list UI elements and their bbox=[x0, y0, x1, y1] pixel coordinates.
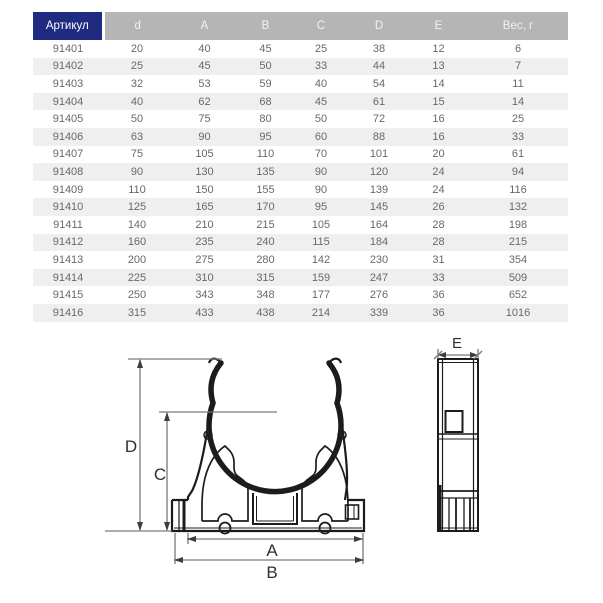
value-cell: 240 bbox=[256, 236, 275, 249]
value-cell: 184 bbox=[369, 236, 389, 249]
table-row bbox=[33, 163, 568, 181]
value-cell: 200 bbox=[127, 253, 147, 266]
value-cell: 125 bbox=[127, 201, 147, 214]
value-cell: 40 bbox=[130, 95, 144, 108]
table-row bbox=[33, 216, 568, 234]
clip-side-outline bbox=[438, 359, 478, 531]
spec-table-body bbox=[33, 40, 568, 322]
value-cell: 135 bbox=[256, 165, 275, 178]
value-cell: 45 bbox=[259, 42, 272, 55]
value-cell: 1016 bbox=[505, 306, 531, 319]
table-row bbox=[33, 40, 568, 58]
value-cell: 25 bbox=[130, 60, 144, 73]
value-cell: 354 bbox=[508, 253, 528, 266]
spec-table bbox=[33, 12, 568, 322]
header-b: B bbox=[238, 12, 293, 40]
value-cell: 235 bbox=[195, 236, 214, 249]
value-cell: 24 bbox=[432, 165, 445, 178]
value-cell: 315 bbox=[127, 306, 147, 319]
table-row bbox=[33, 198, 568, 216]
article-cell: 91402 bbox=[52, 60, 84, 73]
value-cell: 24 bbox=[432, 183, 445, 196]
table-row bbox=[33, 93, 568, 111]
value-cell: 26 bbox=[432, 201, 445, 214]
value-cell: 31 bbox=[432, 253, 445, 266]
value-cell: 40 bbox=[314, 77, 328, 90]
value-cell: 60 bbox=[314, 130, 328, 143]
dimension-label-e: E bbox=[451, 335, 463, 352]
value-cell: 15 bbox=[432, 95, 445, 108]
value-cell: 165 bbox=[195, 201, 214, 214]
value-cell: 32 bbox=[130, 77, 144, 90]
dimension-label-b: B bbox=[266, 563, 278, 582]
value-cell: 16 bbox=[432, 130, 445, 143]
value-cell: 6 bbox=[514, 42, 522, 55]
value-cell: 63 bbox=[130, 130, 144, 143]
value-cell: 652 bbox=[508, 289, 528, 302]
value-cell: 20 bbox=[130, 42, 144, 55]
value-cell: 38 bbox=[372, 42, 386, 55]
value-cell: 14 bbox=[511, 95, 525, 108]
value-cell: 105 bbox=[311, 218, 331, 231]
value-cell: 94 bbox=[511, 165, 525, 178]
article-cell: 91403 bbox=[52, 77, 84, 90]
table-row bbox=[33, 269, 568, 287]
article-cell: 91405 bbox=[52, 113, 84, 126]
value-cell: 95 bbox=[259, 130, 272, 143]
value-cell: 50 bbox=[130, 113, 144, 126]
value-cell: 105 bbox=[195, 148, 214, 161]
value-cell: 75 bbox=[130, 148, 144, 161]
article-cell: 91401 bbox=[52, 42, 84, 55]
value-cell: 45 bbox=[198, 60, 211, 73]
table-row bbox=[33, 234, 568, 252]
value-cell: 315 bbox=[256, 271, 275, 284]
value-cell: 150 bbox=[195, 183, 214, 196]
value-cell: 61 bbox=[511, 148, 525, 161]
value-cell: 250 bbox=[127, 289, 147, 302]
article-cell: 91404 bbox=[52, 95, 84, 108]
value-cell: 159 bbox=[311, 271, 331, 284]
dimension-label-d: D bbox=[124, 437, 138, 456]
header-weight: Вес, г bbox=[468, 12, 568, 40]
value-cell: 276 bbox=[369, 289, 389, 302]
value-cell: 145 bbox=[369, 201, 389, 214]
value-cell: 280 bbox=[256, 253, 275, 266]
value-cell: 28 bbox=[432, 236, 445, 249]
value-cell: 12 bbox=[432, 42, 445, 55]
table-row bbox=[33, 181, 568, 199]
value-cell: 120 bbox=[369, 165, 389, 178]
article-cell: 91411 bbox=[53, 218, 83, 231]
value-cell: 90 bbox=[314, 183, 328, 196]
value-cell: 348 bbox=[256, 289, 275, 302]
value-cell: 247 bbox=[369, 271, 389, 284]
value-cell: 33 bbox=[511, 130, 525, 143]
front-view-drawing bbox=[105, 345, 395, 590]
value-cell: 225 bbox=[127, 271, 147, 284]
value-cell: 130 bbox=[195, 165, 214, 178]
value-cell: 75 bbox=[198, 113, 211, 126]
value-cell: 438 bbox=[256, 306, 275, 319]
value-cell: 7 bbox=[514, 60, 522, 73]
table-row bbox=[33, 58, 568, 76]
value-cell: 36 bbox=[432, 306, 445, 319]
header-a: A bbox=[171, 12, 238, 40]
value-cell: 142 bbox=[311, 253, 331, 266]
value-cell: 433 bbox=[195, 306, 214, 319]
value-cell: 11 bbox=[512, 77, 524, 90]
article-cell: 91415 bbox=[52, 289, 84, 302]
header-e: E bbox=[409, 12, 468, 40]
value-cell: 36 bbox=[432, 289, 445, 302]
value-cell: 215 bbox=[508, 236, 528, 249]
table-row bbox=[33, 146, 568, 164]
value-cell: 70 bbox=[314, 148, 328, 161]
side-view-drawing bbox=[423, 333, 518, 543]
value-cell: 61 bbox=[372, 95, 386, 108]
value-cell: 53 bbox=[198, 77, 211, 90]
value-cell: 44 bbox=[372, 60, 386, 73]
value-cell: 310 bbox=[195, 271, 214, 284]
table-row bbox=[33, 75, 568, 93]
value-cell: 90 bbox=[314, 165, 328, 178]
value-cell: 90 bbox=[198, 130, 211, 143]
value-cell: 210 bbox=[195, 218, 214, 231]
value-cell: 230 bbox=[369, 253, 389, 266]
value-cell: 509 bbox=[508, 271, 528, 284]
value-cell: 132 bbox=[508, 201, 528, 214]
value-cell: 164 bbox=[369, 218, 389, 231]
header-row bbox=[33, 12, 568, 40]
spec-table-header bbox=[33, 12, 568, 40]
value-cell: 88 bbox=[372, 130, 386, 143]
value-cell: 14 bbox=[432, 77, 445, 90]
value-cell: 68 bbox=[259, 95, 272, 108]
value-cell: 33 bbox=[314, 60, 328, 73]
value-cell: 16 bbox=[432, 113, 445, 126]
value-cell: 90 bbox=[130, 165, 144, 178]
value-cell: 170 bbox=[256, 201, 275, 214]
value-cell: 13 bbox=[432, 60, 445, 73]
value-cell: 28 bbox=[432, 218, 445, 231]
value-cell: 177 bbox=[311, 289, 331, 302]
value-cell: 62 bbox=[198, 95, 211, 108]
article-cell: 91416 bbox=[52, 306, 84, 319]
value-cell: 33 bbox=[432, 271, 445, 284]
article-cell: 91406 bbox=[52, 130, 84, 143]
value-cell: 214 bbox=[311, 306, 331, 319]
table-row bbox=[33, 110, 568, 128]
value-cell: 339 bbox=[369, 306, 389, 319]
clip-front-outline bbox=[172, 359, 364, 534]
value-cell: 20 bbox=[432, 148, 445, 161]
article-cell: 91413 bbox=[52, 253, 84, 266]
article-cell: 91414 bbox=[52, 271, 84, 284]
header-d: d bbox=[103, 12, 171, 40]
value-cell: 110 bbox=[256, 148, 275, 161]
dimension-label-a: A bbox=[266, 541, 278, 560]
value-cell: 110 bbox=[128, 183, 146, 196]
value-cell: 160 bbox=[127, 236, 147, 249]
value-cell: 215 bbox=[256, 218, 275, 231]
value-cell: 275 bbox=[195, 253, 214, 266]
header-article: Артикул bbox=[33, 12, 103, 40]
dimension-label-c: C bbox=[153, 465, 167, 484]
value-cell: 80 bbox=[259, 113, 272, 126]
table-row bbox=[33, 304, 568, 322]
value-cell: 40 bbox=[198, 42, 211, 55]
article-cell: 91408 bbox=[52, 165, 84, 178]
table-row bbox=[33, 286, 568, 304]
value-cell: 50 bbox=[259, 60, 272, 73]
value-cell: 25 bbox=[314, 42, 328, 55]
article-cell: 91409 bbox=[52, 183, 84, 196]
value-cell: 343 bbox=[195, 289, 214, 302]
value-cell: 198 bbox=[508, 218, 528, 231]
value-cell: 50 bbox=[314, 113, 328, 126]
value-cell: 115 bbox=[312, 236, 330, 249]
value-cell: 116 bbox=[509, 183, 527, 196]
header-c: C bbox=[293, 12, 349, 40]
value-cell: 25 bbox=[511, 113, 525, 126]
article-cell: 91410 bbox=[52, 201, 84, 214]
header-dd: D bbox=[349, 12, 409, 40]
article-cell: 91412 bbox=[52, 236, 84, 249]
value-cell: 101 bbox=[369, 148, 389, 161]
value-cell: 140 bbox=[127, 218, 147, 231]
table-row bbox=[33, 251, 568, 269]
value-cell: 59 bbox=[259, 77, 272, 90]
value-cell: 155 bbox=[256, 183, 275, 196]
value-cell: 45 bbox=[314, 95, 328, 108]
article-cell: 91407 bbox=[52, 148, 84, 161]
value-cell: 54 bbox=[372, 77, 386, 90]
value-cell: 95 bbox=[314, 201, 328, 214]
value-cell: 72 bbox=[372, 113, 386, 126]
value-cell: 139 bbox=[369, 183, 389, 196]
table-row bbox=[33, 128, 568, 146]
